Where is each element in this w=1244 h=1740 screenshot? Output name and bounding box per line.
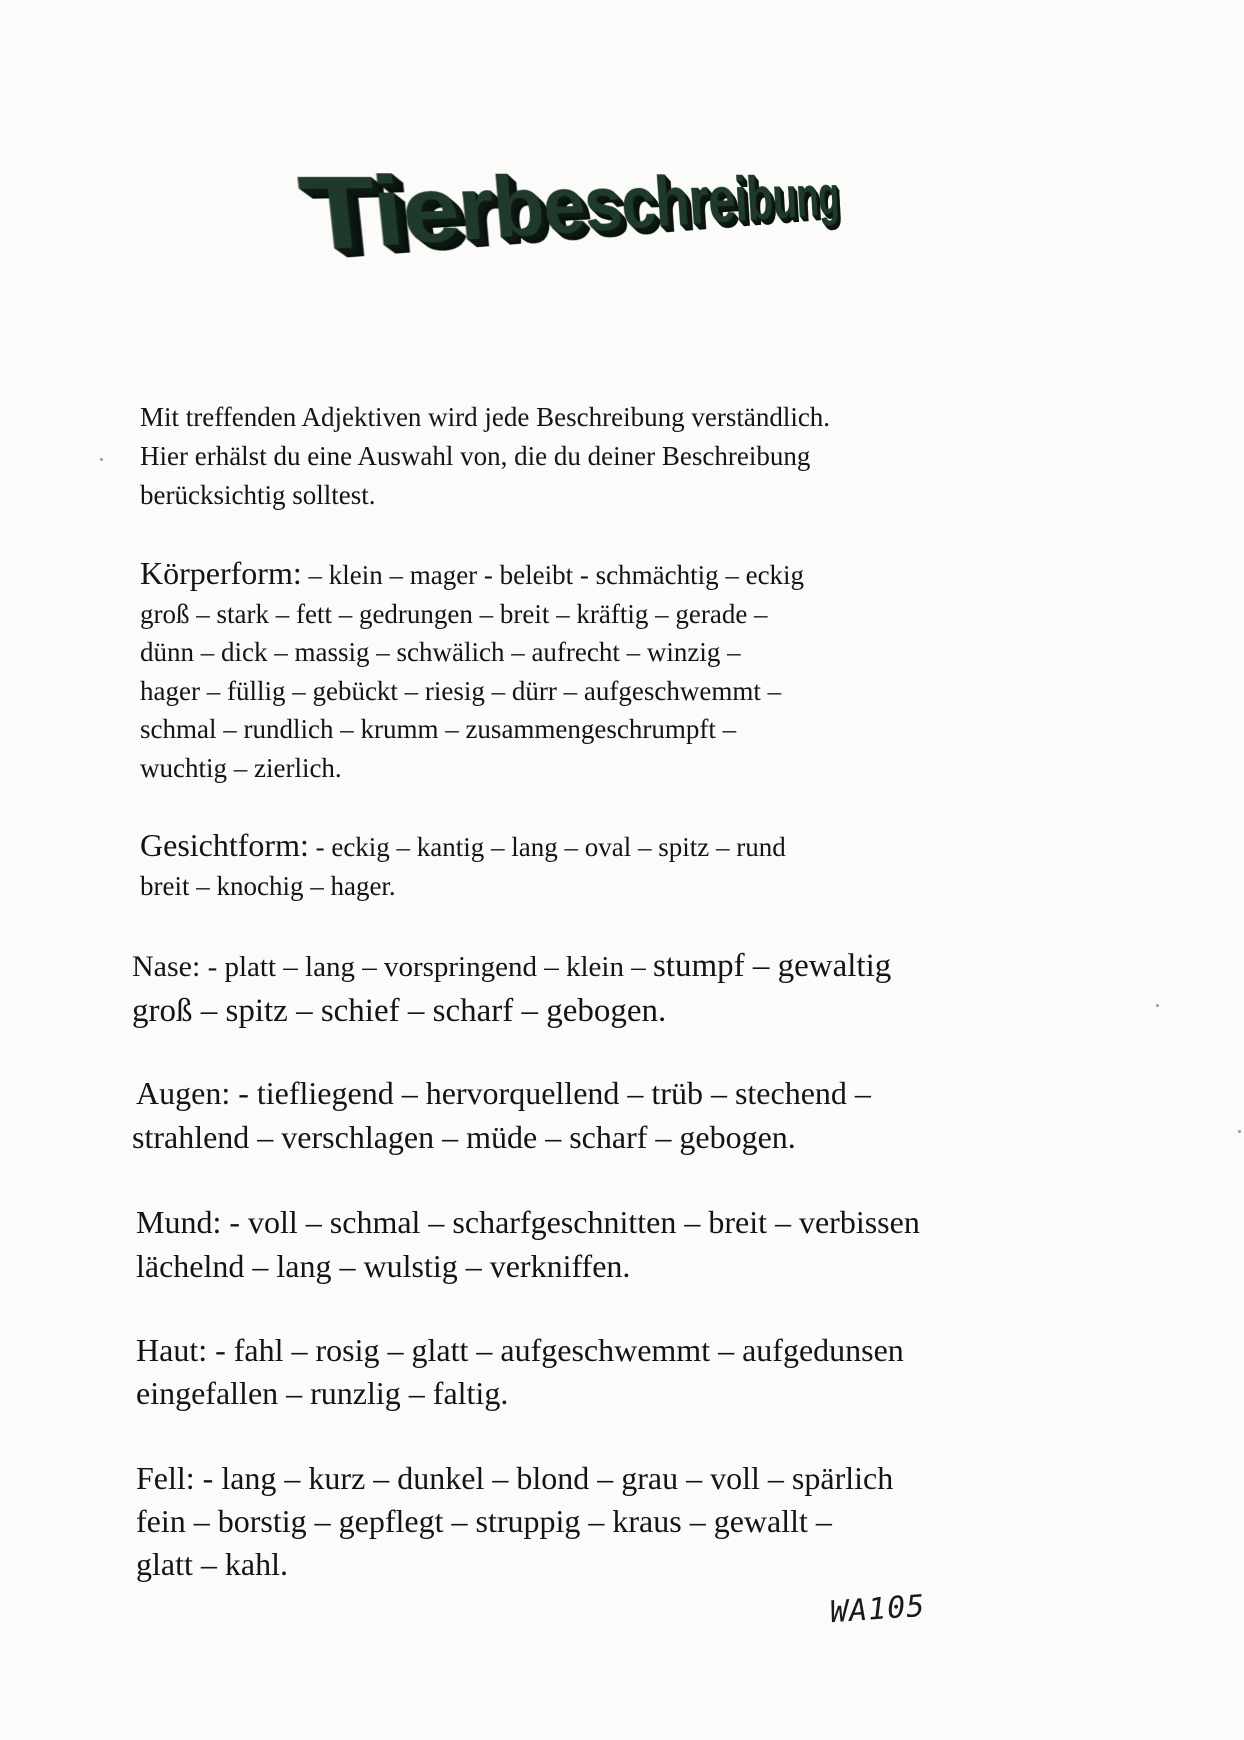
section-nase (132, 944, 891, 1033)
scan-speck (100, 458, 103, 461)
section-line: groß – spitz – schief – scharf – gebogen. (132, 993, 667, 1029)
page-title: Tierbeschreibung (293, 152, 840, 274)
section-heading: Mund: (136, 1204, 222, 1240)
section-first-line (136, 1329, 904, 1372)
intro-line: Hier erhälst du eine Auswahl von, die du deiner Beschreibung (140, 441, 811, 471)
section-mund (136, 1200, 920, 1288)
section-text: - tiefliegend – hervorquellend – trüb – stechend – (230, 1075, 871, 1111)
section-text: - fahl – rosig – glatt – aufgeschwemmt – aufgedunsen (207, 1332, 904, 1368)
section-heading: Nase: (132, 950, 201, 983)
section-text: stumpf – gewaltig (652, 948, 892, 984)
section-heading: Körperform: (140, 555, 302, 591)
section-heading: Haut: (136, 1332, 208, 1368)
title-container (293, 140, 960, 310)
section-line: breit – knochig – hager. (140, 871, 396, 901)
section-line: glatt – kahl. (136, 1546, 288, 1582)
section-heading: Fell: (136, 1460, 195, 1496)
section-line: groß – stark – fett – gedrungen – breit – kräftig – gerade – (140, 598, 768, 629)
section-text: - lang – kurz – dunkel – blond – grau – voll – spärlich (194, 1460, 894, 1496)
section-heading: Augen: (136, 1075, 231, 1111)
section-fell (136, 1457, 893, 1586)
section-first-line (140, 554, 804, 595)
handwritten-signature: WA105 (828, 1588, 927, 1631)
section-line: schmal – rundlich – krumm – zusammengeschrumpft – (140, 714, 737, 744)
section-line: fein – borstig – gepflegt – struppig – kraus – gewallt – (136, 1503, 832, 1539)
section-first-line (136, 1071, 871, 1115)
section-koerperform (140, 554, 804, 787)
intro-line: berücksichtig solltest. (140, 480, 376, 510)
section-line: wuchtig – zierlich. (140, 752, 342, 783)
section-first-line (140, 826, 786, 867)
section-gesichtform (140, 826, 786, 906)
section-text: - voll – schmal – scharfgeschnitten – breit – verbissen (221, 1204, 920, 1240)
scan-speck (1238, 1130, 1241, 1133)
section-text: - eckig – kantig – lang – oval – spitz – rund (308, 832, 786, 862)
section-line: eingefallen – runzlig – faltig. (136, 1375, 509, 1411)
section-text: – klein – mager - beleibt - schmächtig – eckig (301, 560, 805, 590)
section-first-line (136, 1200, 920, 1244)
section-line: lächelnd – lang – wulstig – verkniffen. (136, 1248, 631, 1284)
section-first-line (132, 944, 891, 989)
intro-paragraph (140, 398, 830, 515)
section-line: hager – füllig – gebückt – riesig – dürr – aufgeschwemmt – (140, 675, 782, 706)
section-heading: Gesichtform: (140, 827, 309, 863)
intro-line: Mit treffenden Adjektiven wird jede Beschreibung verständlich. (140, 402, 831, 432)
scan-speck (1156, 1004, 1159, 1007)
section-line: dünn – dick – massig – schwälich – aufrecht – winzig – (140, 637, 741, 667)
section-augen (132, 1071, 871, 1159)
section-first-line (136, 1457, 893, 1500)
section-line: strahlend – verschlagen – müde – scharf – gebogen. (132, 1119, 796, 1155)
section-text: - platt – lang – vorspringend – klein – (200, 951, 653, 983)
section-haut (136, 1329, 904, 1415)
